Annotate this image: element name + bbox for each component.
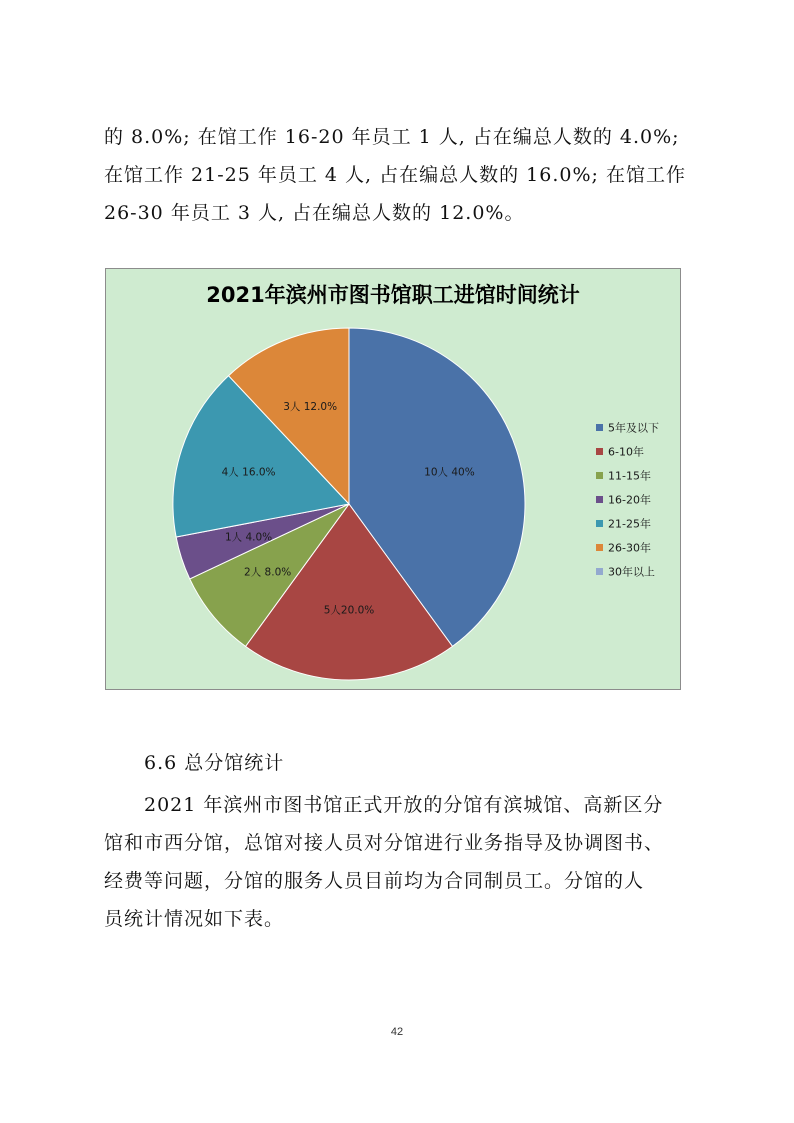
legend-swatch: [596, 568, 603, 575]
chart-title: 2021年滨州市图书馆职工进馆时间统计: [206, 283, 580, 307]
legend-swatch: [596, 520, 603, 527]
legend-swatch: [596, 496, 603, 503]
pie-data-label: 10人 40%: [424, 466, 475, 479]
legend-swatch: [596, 448, 603, 455]
legend-label: 11-15年: [608, 469, 651, 483]
pie-data-label: 2人 8.0%: [244, 566, 292, 579]
paragraph-line: 的 8.0%; 在馆工作 16-20 年员工 1 人, 占在编总人数的 4.0%;: [104, 126, 680, 148]
pie-data-label: 4人 16.0%: [221, 466, 276, 479]
legend-swatch: [596, 424, 603, 431]
pie-data-label: 3人 12.0%: [283, 400, 338, 413]
legend-label: 16-20年: [608, 493, 651, 507]
paragraph-line: 馆和市西分馆，总馆对接人员对分馆进行业务指导及协调图书、: [104, 832, 665, 854]
paragraph-line: 员统计情况如下表。: [104, 908, 285, 930]
pie-data-label: 5人20.0%: [323, 604, 375, 617]
section-heading: 6.6 总分馆统计: [144, 752, 285, 774]
legend-swatch: [596, 544, 603, 551]
page-number: 42: [390, 1026, 404, 1038]
pie-chart: [106, 269, 679, 688]
legend-label: 5年及以下: [608, 421, 659, 435]
legend-label: 21-25年: [608, 517, 651, 531]
legend-label: 30年以上: [608, 565, 655, 579]
paragraph-line: 经费等问题，分馆的服务人员目前均为合同制员工。分馆的人: [104, 870, 645, 892]
pie-chart-frame: [105, 268, 681, 690]
paragraph-line: 2021 年滨州市图书馆正式开放的分馆有滨城馆、高新区分: [144, 794, 664, 816]
paragraph-line: 在馆工作 21-25 年员工 4 人, 占在编总人数的 16.0%; 在馆工作: [104, 164, 686, 186]
legend-label: 26-30年: [608, 541, 651, 555]
paragraph-line: 26-30 年员工 3 人, 占在编总人数的 12.0%。: [104, 202, 525, 224]
legend-label: 6-10年: [608, 445, 644, 459]
legend-swatch: [596, 472, 603, 479]
pie-data-label: 1人 4.0%: [224, 531, 273, 544]
